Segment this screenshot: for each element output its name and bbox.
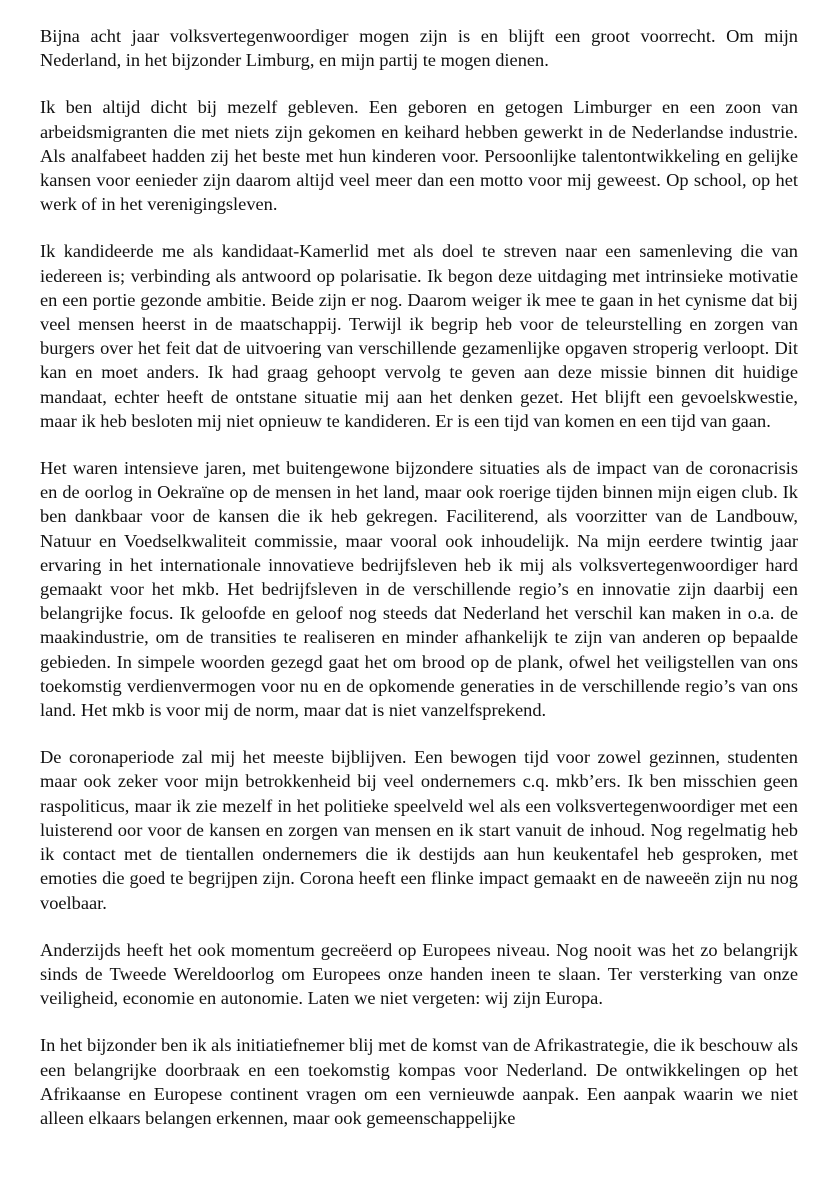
paragraph-europe: Anderzijds heeft het ook momentum gecreëerd op Europees niveau. Nog nooit was het zo belangrijk sinds de Tweede Wereldoorlog om Europees onze handen ineen te slaan. Ter versterking van onze veiligheid, economie en autonomie. Laten we niet vergeten: wij zijn Europa. — [40, 939, 798, 1009]
paragraph-intensive-years: Het waren intensieve jaren, met buitengewone bijzondere situaties als de impact van de coronacrisis en de oorlog in Oekraïne op de mensen in het land, maar ook roerige tijden binnen mijn eigen club. Ik ben dankbaar voor de kansen die ik heb gekregen. Faciliterend, als voorzitter van de Landbouw, Natuur en Voedselkwaliteit commissie, maar vooral ook inhoudelijk. Na mijn eerdere twintig jaar ervaring in het internationale innovatieve bedrijfsleven heb ik mij als volksvertegenwoordiger hard gemaakt voor het mkb. Het bedrijfsleven in de verschillende regio’s en innovatie zijn daarbij een belangrijke focus. Ik geloofde en geloof nog steeds dat Nederland het verschil kan maken in o.a. de maakindustrie, om de transities te realiseren en minder afhankelijk te zijn van anderen op bepaalde gebieden. In simpele woorden gezegd gaat het om brood op de plank, ofwel het veiligstellen van ons toekomstig verdienvermogen voor nu en de opkomende generaties in de verschillende regio’s van ons land. Het mkb is voor mij de norm, maar dat is niet vanzelfsprekend. — [40, 458, 798, 721]
paragraph-background: Ik ben altijd dicht bij mezelf gebleven. Een geboren en getogen Limburger en een zoon van arbeidsmigranten die met niets zijn gekomen en keihard hebben gewerkt in de Nederlandse industrie. Als analfabeet hadden zij het beste met hun kinderen voor. Persoonlijke talentontwikkeling en gelijke kansen voor eenieder zijn daarom altijd veel meer dan een motto voor mij geweest. Op school, op het werk of in het verenigingsleven. — [40, 97, 798, 215]
paragraph-candidacy: Ik kandideerde me als kandidaat-Kamerlid met als doel te streven naar een samenleving die van iedereen is; verbinding als antwoord op polarisatie. Ik begon deze uitdaging met intrinsieke motivatie en een portie gezonde ambitie. Beide zijn er nog. Daarom weiger ik mee te gaan in het cynisme dat bij veel mensen heerst in de maatschappij. Terwijl ik begrip heb voor de teleurstelling en zorgen van burgers over het feit dat de uitvoering van verschillende gezamenlijke opgaven stroperig verloopt. Dit kan en moet anders. Ik had graag gehoopt vervolg te geven aan deze missie binnen dit huidige mandaat, echter heeft de ontstane situatie mij aan het denken gezet. Het blijft een gevoelskwestie, maar ik heb besloten mij niet opnieuw te kandideren. Er is een tijd van komen en een tijd van gaan. — [40, 241, 798, 431]
paragraph-africa-strategy: In het bijzonder ben ik als initiatiefnemer blij met de komst van de Afrikastrategie, die ik beschouw als een belangrijke doorbraak en een toekomstig kompas voor Nederland. De ontwikkelingen op het Afrikaanse en Europese continent vragen om een vernieuwde aanpak. Een aanpak waarin we niet alleen elkaars belangen erkennen, maar ook gemeenschappelijke — [40, 1035, 798, 1128]
document-page — [40, 24, 798, 1130]
paragraph-intro: Bijna acht jaar volksvertegenwoordiger mogen zijn is en blijft een groot voorrecht. Om mijn Nederland, in het bijzonder Limburg, en mijn partij te mogen dienen. — [40, 26, 798, 71]
paragraph-corona-period: De coronaperiode zal mij het meeste bijblijven. Een bewogen tijd voor zowel gezinnen, studenten maar ook zeker voor mijn betrokkenheid bij veel ondernemers c.q. mkb’ers. Ik ben misschien geen raspoliticus, maar ik zie mezelf in het politieke speelveld wel als een volksvertegenwoordiger met een luisterend oor voor de kansen en zorgen van mensen en ik start vanuit de inhoud. Nog regelmatig heb ik contact met de tientallen ondernemers die ik destijds aan hun keukentafel heb gesproken, met emoties die goed te begrijpen zijn. Corona heeft een flinke impact gemaakt en de naweeën zijn nu nog voelbaar. — [40, 747, 798, 913]
